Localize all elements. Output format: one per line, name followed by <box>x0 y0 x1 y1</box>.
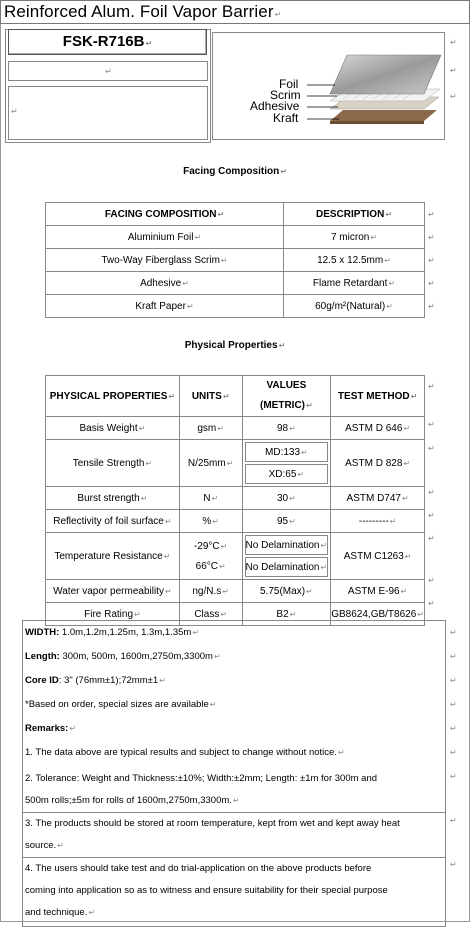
product-code: FSK-R716B↵ <box>8 29 207 55</box>
layer-label-foil: Foil <box>279 77 299 91</box>
physical-table <box>45 375 425 626</box>
layer-label-adhesive: Adhesive <box>250 99 300 113</box>
based-line: *Based on order, special sizes are available↵ <box>25 699 217 710</box>
table-row: PHYSICAL PROPERTIES↵ UNITS↵ VALUES (METRIC)↵ TEST METHOD↵ <box>46 376 425 417</box>
remark-4: 4. The users should take test and do trial-application on the above products before coming into application so as to witness and ensure suitability for their special purpose and technique.↵ <box>23 857 445 926</box>
table-row: Water vapor permeability↵ ng/N.s↵ 5.75(Max)↵ ASTM E-96↵ <box>46 580 425 603</box>
remark-2: 2. Tolerance: Weight and Thickness:±10%; Width:±2mm; Length: ±1m for 300m and 500m rolls;±5m for rolls of 1600m,2750m,3300m.↵ <box>25 773 378 806</box>
foil-layer <box>330 55 441 94</box>
core-line: Core ID: 3" (76mm±1);72mm±1↵ <box>25 675 166 686</box>
kraft-layer <box>330 110 437 121</box>
layer-diagram <box>213 33 446 141</box>
remark-1: 1. The data above are typical results and subject to change without notice.↵ <box>25 747 345 758</box>
width-line: WIDTH: 1.0m,1.2m,1.25m, 1.3m,1.35m↵ <box>25 627 200 638</box>
description-col-header: DESCRIPTION <box>315 208 385 220</box>
layer-diagram-panel <box>212 32 445 140</box>
notes-panel <box>22 620 446 927</box>
facing-table <box>45 202 425 318</box>
table-row: Basis Weight↵ gsm↵ 98↵ ASTM D 646↵ <box>46 417 425 440</box>
length-line: Length: 300m, 500m, 1600m,2750m,3300m↵ <box>25 651 221 662</box>
empty-field-2: ↵ <box>8 86 208 140</box>
table-row: FACING COMPOSITION↵ DESCRIPTION↵ <box>46 203 425 226</box>
remark-3: 3. The products should be stored at room temperature, kept from wet and kept away heat source.↵ <box>23 812 445 857</box>
document-title: Reinforced Alum. Foil Vapor Barrier↵ <box>0 0 470 24</box>
physical-heading: Physical Properties↵ <box>184 340 286 351</box>
table-row: Reflectivity of foil surface↵ %↵ 95↵ ---------↵ <box>46 510 425 533</box>
facing-col-header: FACING COMPOSITION <box>104 208 217 220</box>
empty-field-1: ↵ <box>8 61 208 81</box>
table-row: Adhesive↵ Flame Retardant↵ <box>46 272 425 295</box>
table-row: Burst strength↵ N↵ 30↵ ASTM D747↵ <box>46 487 425 510</box>
remarks-heading: Remarks:↵ <box>25 723 77 734</box>
table-row: Kraft Paper↵ 60g/m²(Natural)↵ <box>46 295 425 318</box>
table-row: Aluminium Foil↵ 7 micron↵ <box>46 226 425 249</box>
table-row: Tensile Strength↵ N/25mm↵ MD:133 ↵ XD:65 ↵ ASTM D 828↵ <box>46 440 425 487</box>
facing-heading: Facing Composition↵ <box>183 166 287 177</box>
layer-label-kraft: Kraft <box>273 111 299 125</box>
table-row: Fire Rating↵ Class↵ B2↵ GB8624,GB/T8626↵ <box>46 603 425 626</box>
layer-label-scrim: Scrim <box>270 88 301 102</box>
table-row: Temperature Resistance↵ -29°C ↵ 66°C ↵ No Delamination ↵ No Delamination ↵ ASTM C1263↵ <box>46 533 425 580</box>
table-row: Two-Way Fiberglass Scrim↵ 12.5 x 12.5mm↵ <box>46 249 425 272</box>
